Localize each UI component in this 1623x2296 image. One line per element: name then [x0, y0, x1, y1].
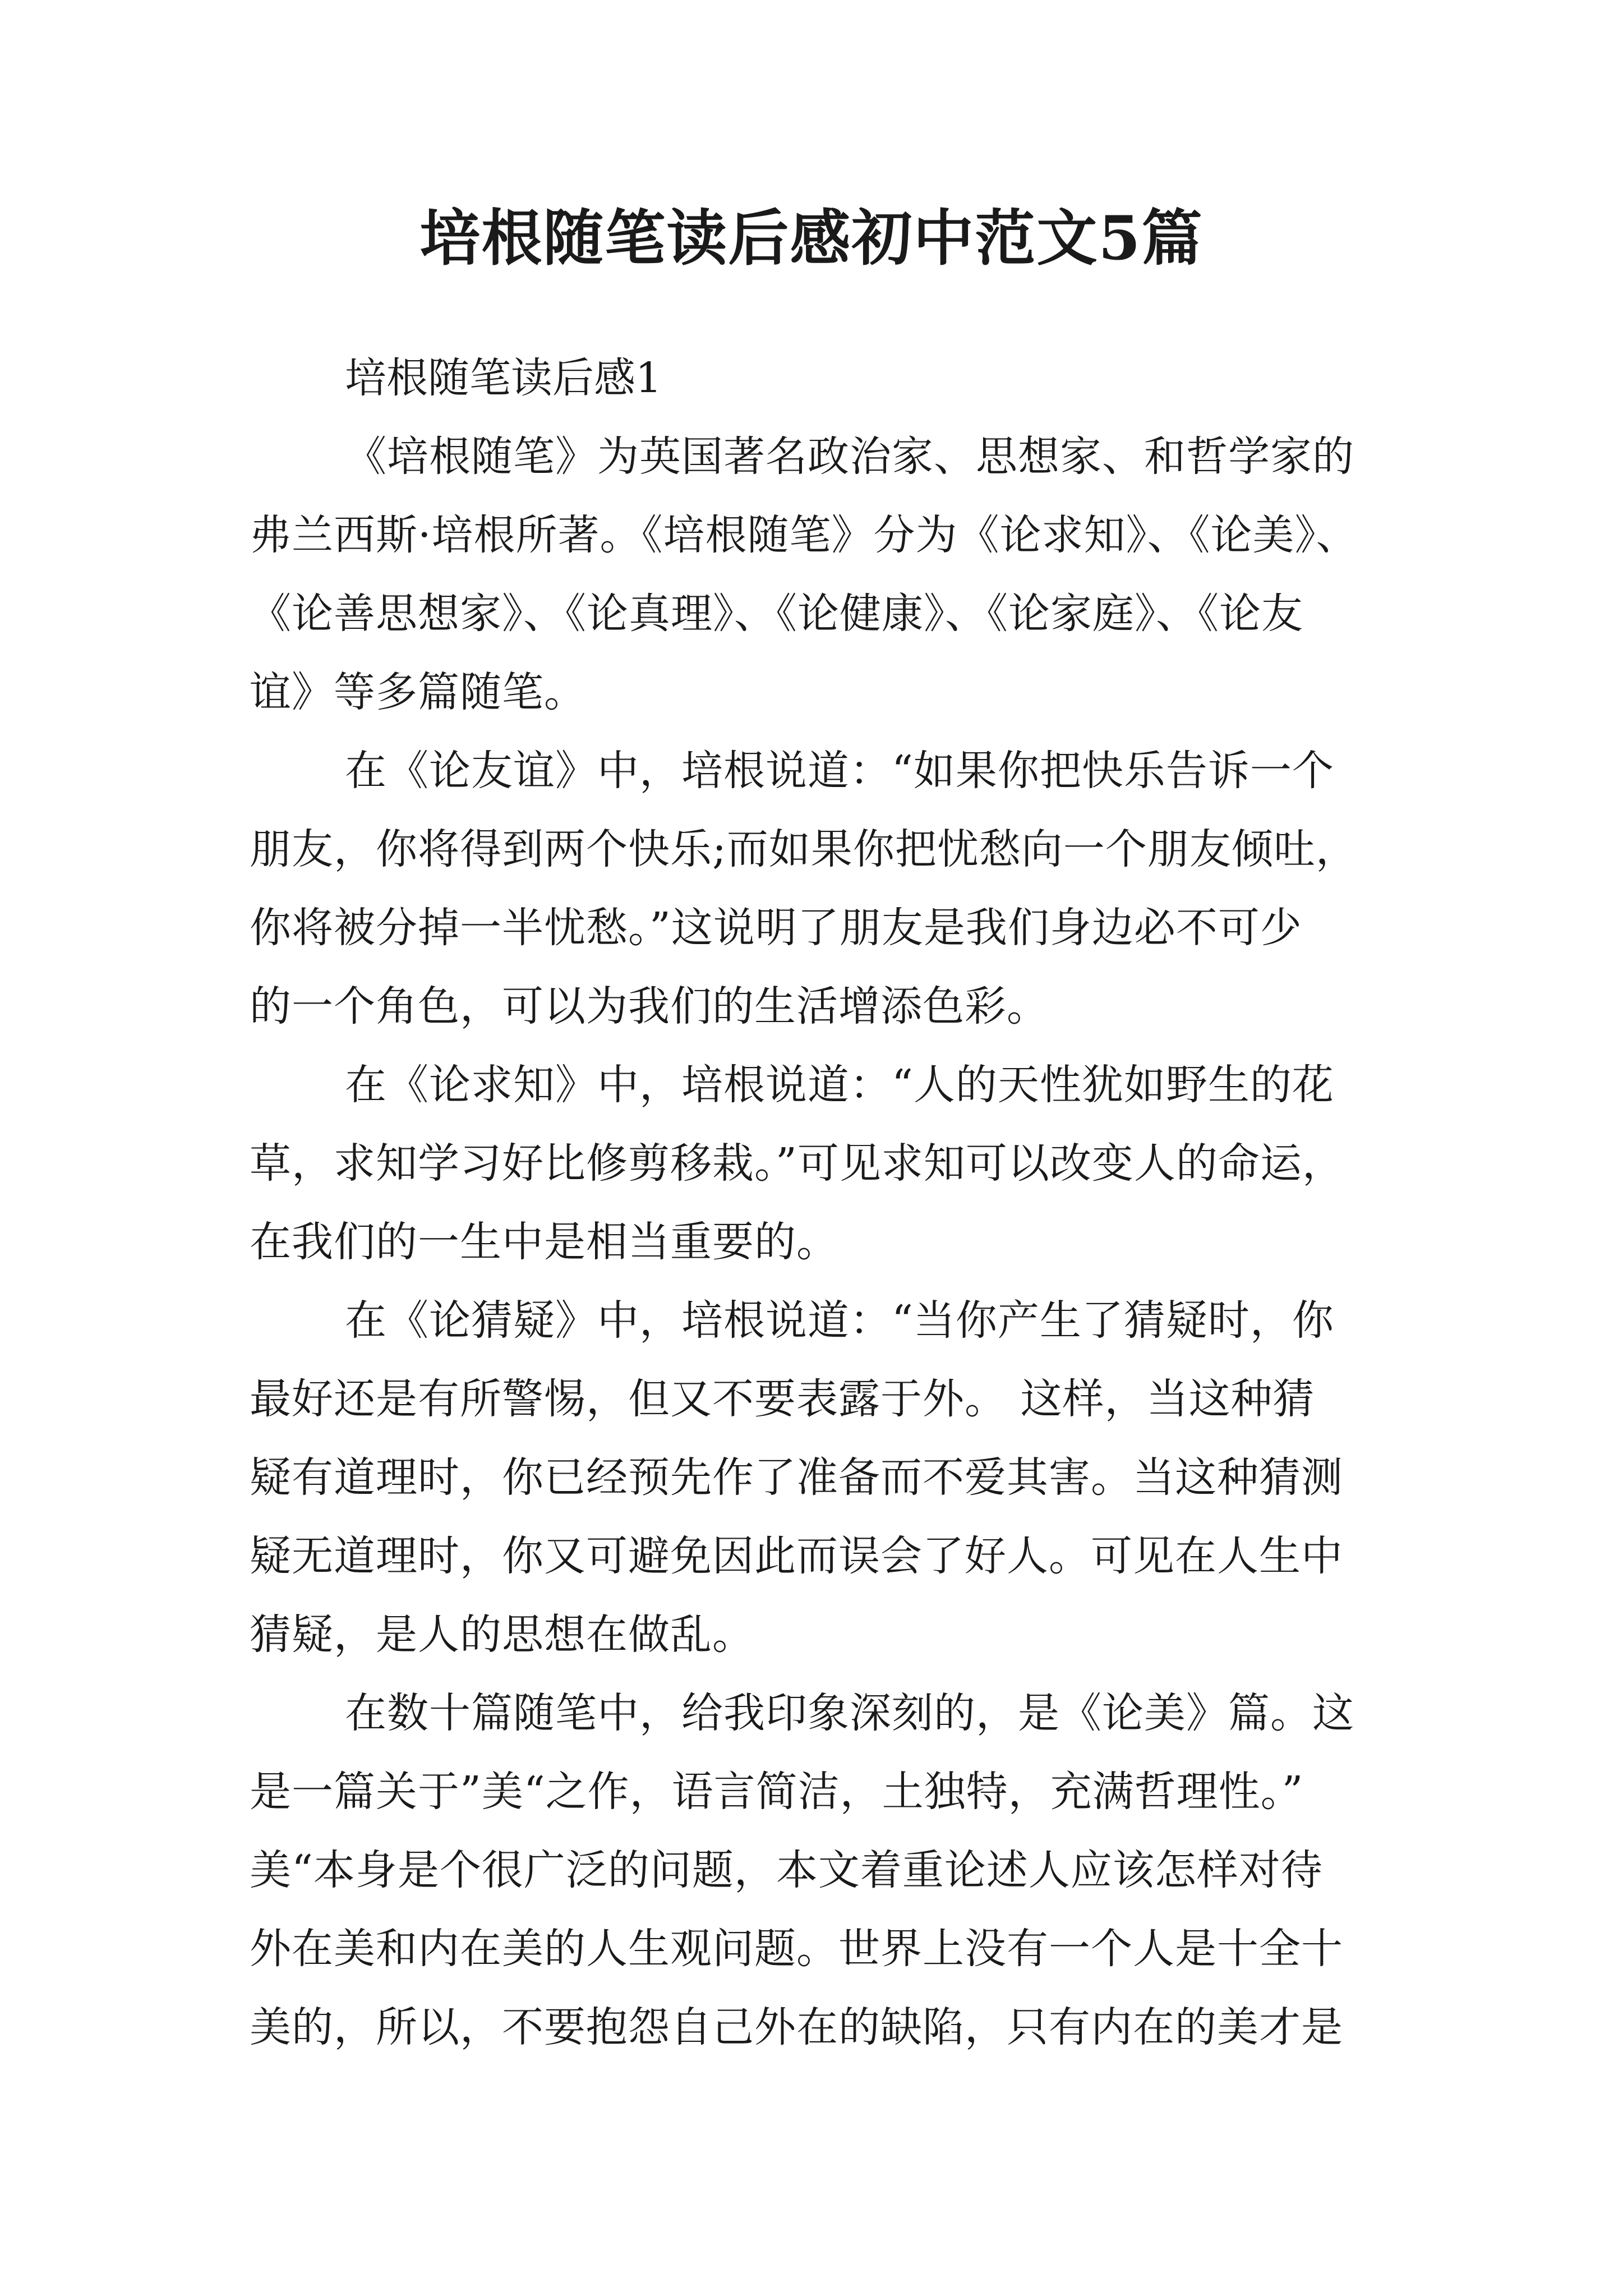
paragraph	[250, 1674, 1416, 2067]
section-heading: 培根随笔读后感1	[345, 354, 662, 402]
paragraph-line: 在数十篇随笔中，给我印象深刻的，是《论美》篇。这	[345, 1689, 1354, 1737]
paragraph-line: 《论善思想家》、《论真理》、《论健康》、《论家庭》、《论友	[250, 590, 1303, 638]
paragraph-line: 在《论友谊》中，培根说道：“如果你把快乐告诉一个	[345, 747, 1334, 795]
paragraph	[250, 731, 1416, 1046]
paragraph-line: 最好还是有所警惕，但又不要表露于外。 这样，当这种猜	[250, 1375, 1315, 1423]
paragraph	[250, 417, 1416, 731]
paragraph-line: 疑有道理时，你已经预先作了准备而不爱其害。当这种猜测	[250, 1453, 1343, 1502]
paragraph-line: 《培根随笔》为英国著名政治家、思想家、和哲学家的	[345, 432, 1354, 481]
paragraph-line: 是一篇关于”美“之作，语言简洁，土独特，充满哲理性。”	[250, 1768, 1304, 1816]
paragraph-line: 在我们的一生中是相当重要的。	[250, 1218, 838, 1266]
paragraph-line: 谊》等多篇随笔。	[250, 668, 586, 716]
paragraph-line: 猜疑，是人的思想在做乱。	[250, 1611, 754, 1659]
paragraph-line: 疑无道理时，你又可避免因此而误会了好人。可见在人生中	[250, 1532, 1343, 1580]
paragraph-line: 在《论猜疑》中，培根说道：“当你产生了猜疑时，你	[345, 1296, 1334, 1345]
paragraph	[250, 1046, 1416, 1281]
paragraph-line: 在《论求知》中，培根说道：“人的天性犹如野生的花	[345, 1061, 1334, 1109]
paragraph-line: 美“本身是个很广泛的问题，本文着重论述人应该怎样对待	[250, 1846, 1323, 1894]
paragraph-line: 弗兰西斯·培根所著。《培根随笔》分为《论求知》、《论美》、	[250, 511, 1358, 559]
paragraph-line: 草，求知学习好比修剪移栽。”可见求知可以改变人的命运，	[250, 1139, 1344, 1188]
document-body	[250, 339, 1416, 2067]
paragraph-line: 外在美和内在美的人生观问题。世界上没有一个人是十全十	[250, 1925, 1343, 1973]
paragraph-line: 的一个角色，可以为我们的生活增添色彩。	[250, 982, 1049, 1030]
paragraph-line: 你将被分掉一半忧愁。”这说明了朋友是我们身边必不可少	[250, 904, 1302, 952]
document-title: 培根随笔读后感初中范文5篇	[419, 203, 1204, 274]
paragraph-line: 美的，所以，不要抱怨自己外在的缺陷，只有内在的美才是	[250, 2003, 1343, 2051]
paragraph-line: 朋友，你将得到两个快乐;而如果你把忧愁向一个朋友倾吐，	[250, 825, 1358, 873]
paragraph	[250, 1281, 1416, 1674]
